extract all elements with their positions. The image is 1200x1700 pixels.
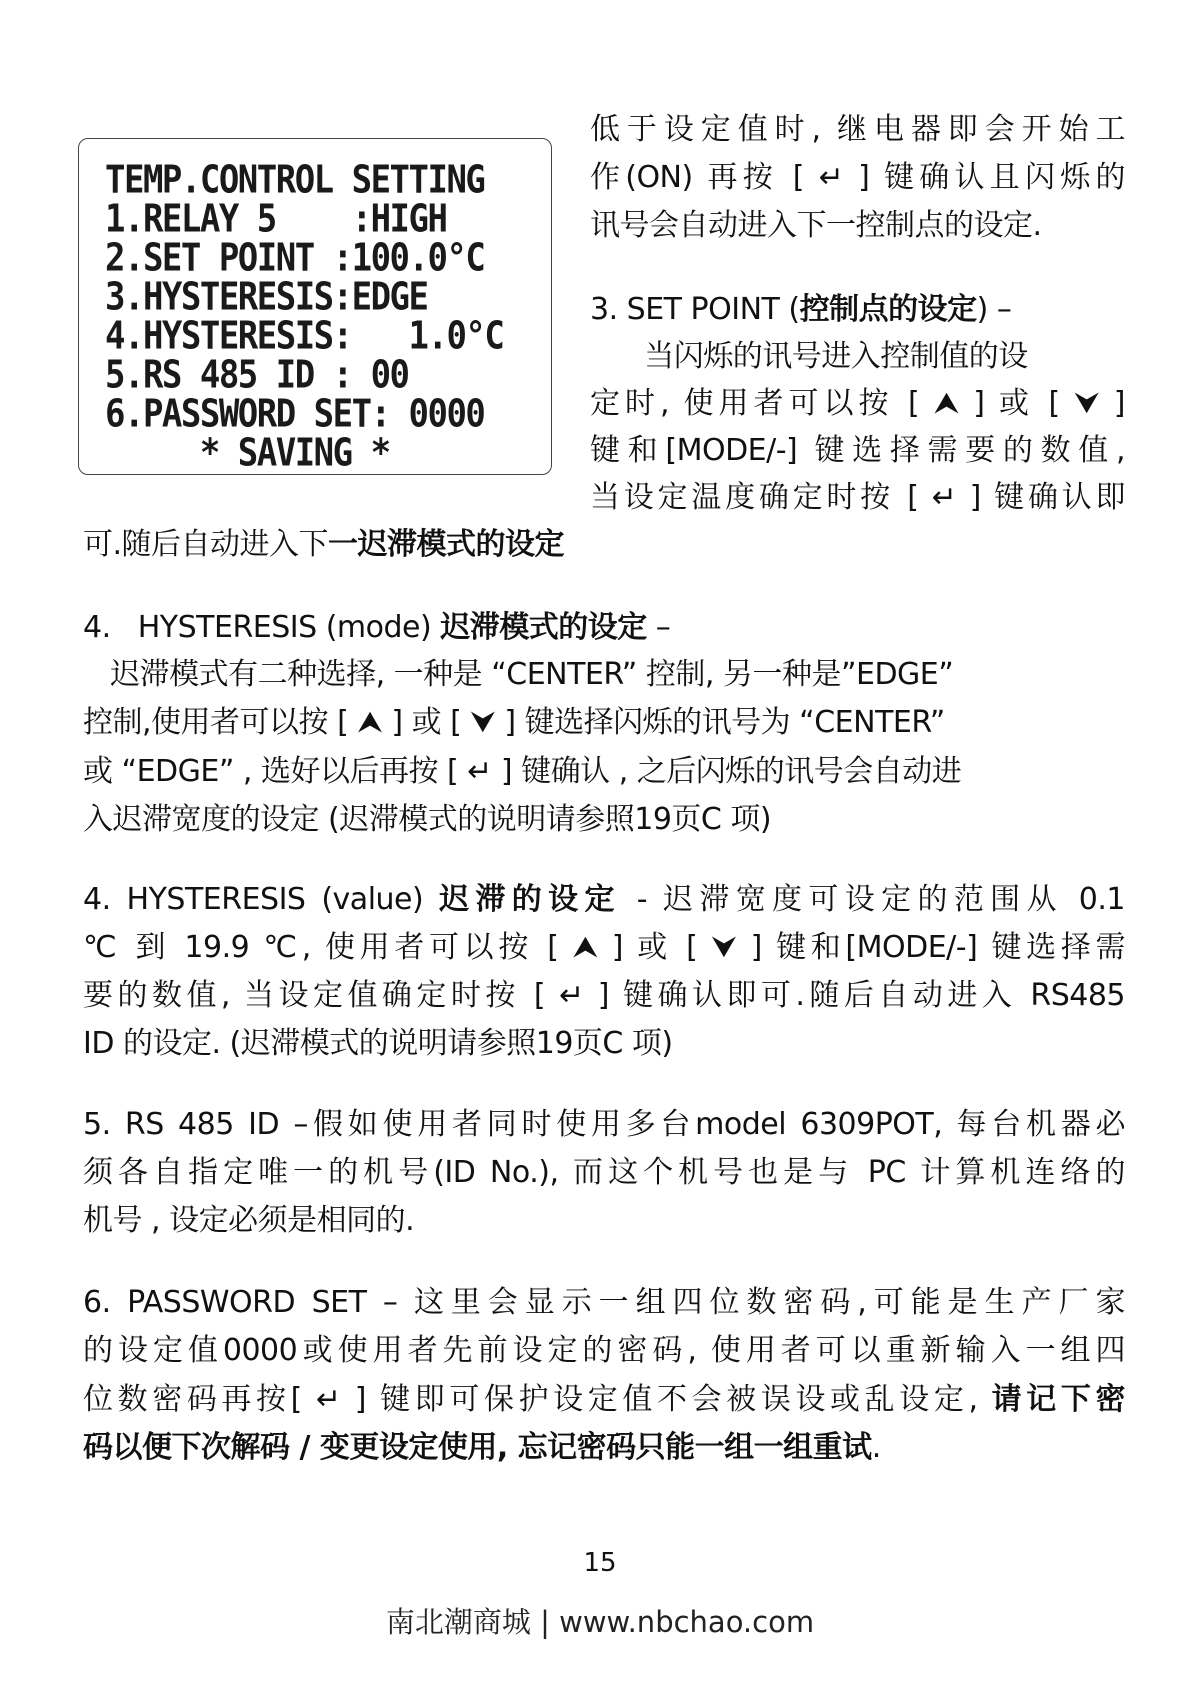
heading-prefix: 3. SET POINT ( (590, 292, 800, 327)
heading-prefix: 4. HYSTERESIS (value) (83, 882, 440, 917)
paragraph-line: 6. PASSWORD SET – 这里会显示一组四位数密码,可能是生产厂家 (83, 1285, 1125, 1320)
paragraph-line: 当设定温度确定时按 [ ↵ ] 键确认即 (590, 480, 1125, 515)
paragraph-line (83, 1428, 881, 1468)
page-number: 15 (583, 1548, 617, 1578)
lcd-display-box (78, 138, 552, 475)
paragraph-line: 定时, 使用者可以按 [ ⮝ ] 或 [ ⮟ ] (590, 386, 1125, 421)
lcd-line: TEMP.CONTROL SETTING (105, 157, 485, 203)
lcd-line: 6.PASSWORD SET: 0000 (105, 391, 485, 437)
lcd-line: * SAVING * (105, 430, 390, 476)
text-span: 位数密码再按[ ↵ ] 键即可保护设定值不会被误设或乱设定, (83, 1382, 992, 1417)
bold-text: 请记下密 (991, 1382, 1125, 1417)
paragraph-line (83, 525, 564, 565)
paragraph-line: 的设定值0000或使用者先前设定的密码, 使用者可以重新输入一组四 (83, 1333, 1125, 1368)
section-heading-hysteresis-mode (83, 608, 670, 648)
section-heading-set-point (590, 290, 1011, 330)
paragraph-line: 低于设定值时, 继电器即会开始工 (590, 112, 1125, 147)
heading-prefix: 4. HYSTERESIS (mode) (83, 610, 441, 645)
heading-suffix: - 迟滞宽度可设定的范围从 0.1 (620, 882, 1125, 917)
lcd-line: 1.RELAY 5 :HIGH (105, 196, 447, 242)
footer-watermark: 南北潮商城 | www.nbchao.com (385, 1605, 815, 1639)
paragraph-line: 键和[MODE/-] 键选择需要的数值, (590, 433, 1125, 468)
heading-suffix: – (646, 610, 671, 645)
text-span: . (871, 1430, 881, 1465)
paragraph-line: ℃ 到 19.9 ℃, 使用者可以按 [ ⮝ ] 或 [ ⮟ ] 键和[MODE/-] 键选择需 (83, 930, 1125, 965)
paragraph-line: 5. RS 485 ID –假如使用者同时使用多台model 6309POT, 每台机器必 (83, 1107, 1125, 1142)
section-heading-hysteresis-value (83, 880, 1125, 920)
paragraph-line: ID 的设定. (迟滞模式的说明请参照19页C 项) (83, 1026, 673, 1061)
paragraph-line: 讯号会自动进入下一控制点的设定. (590, 208, 1042, 243)
paragraph-line: 要的数值, 当设定值确定时按 [ ↵ ] 键确认即可.随后自动进入 RS485 (83, 978, 1125, 1013)
bold-text: 一迟滞模式的设定 (328, 527, 565, 562)
paragraph-line: 迟滞模式有二种选择, 一种是 “CENTER” 控制, 另一种是”EDGE” (83, 657, 954, 692)
lcd-line: 3.HYSTERESIS:EDGE (105, 274, 428, 320)
paragraph-line: 控制,使用者可以按 [ ⮝ ] 或 [ ⮟ ] 键选择闪烁的讯号为 “CENTER” (83, 705, 945, 740)
paragraph-line: 须各自指定唯一的机号(ID No.), 而这个机号也是与 PC 计算机连络的 (83, 1155, 1125, 1190)
paragraph-line: 作(ON) 再按 [ ↵ ] 键确认且闪烁的 (590, 160, 1125, 195)
paragraph-line: 或 “EDGE” , 选好以后再按 [ ↵ ] 键确认 , 之后闪烁的讯号会自动进 (83, 754, 962, 789)
paragraph-line: 入迟滞宽度的设定 (迟滞模式的说明请参照19页C 项) (83, 802, 772, 837)
paragraph-line (83, 1380, 1125, 1420)
paragraph-line: 机号 , 设定必须是相同的. (83, 1203, 415, 1238)
heading-title: 迟滞模式的设定 (440, 610, 647, 645)
lcd-line: 2.SET POINT :100.0°C (105, 235, 485, 281)
bold-text: 码以便下次解码 / 变更设定使用, 忘记密码只能一组一组重试 (83, 1430, 872, 1465)
lcd-line: 4.HYSTERESIS: 1.0°C (105, 313, 504, 359)
paragraph-line: 当闪烁的讯号进入控制值的设 (590, 339, 1028, 374)
text-span: 可.随后自动进入下 (83, 527, 329, 562)
heading-title: 迟滞的设定 (439, 882, 621, 917)
lcd-line: 5.RS 485 ID : 00 (105, 352, 409, 398)
heading-suffix: ) – (976, 292, 1012, 327)
heading-title: 控制点的设定 (799, 292, 977, 327)
